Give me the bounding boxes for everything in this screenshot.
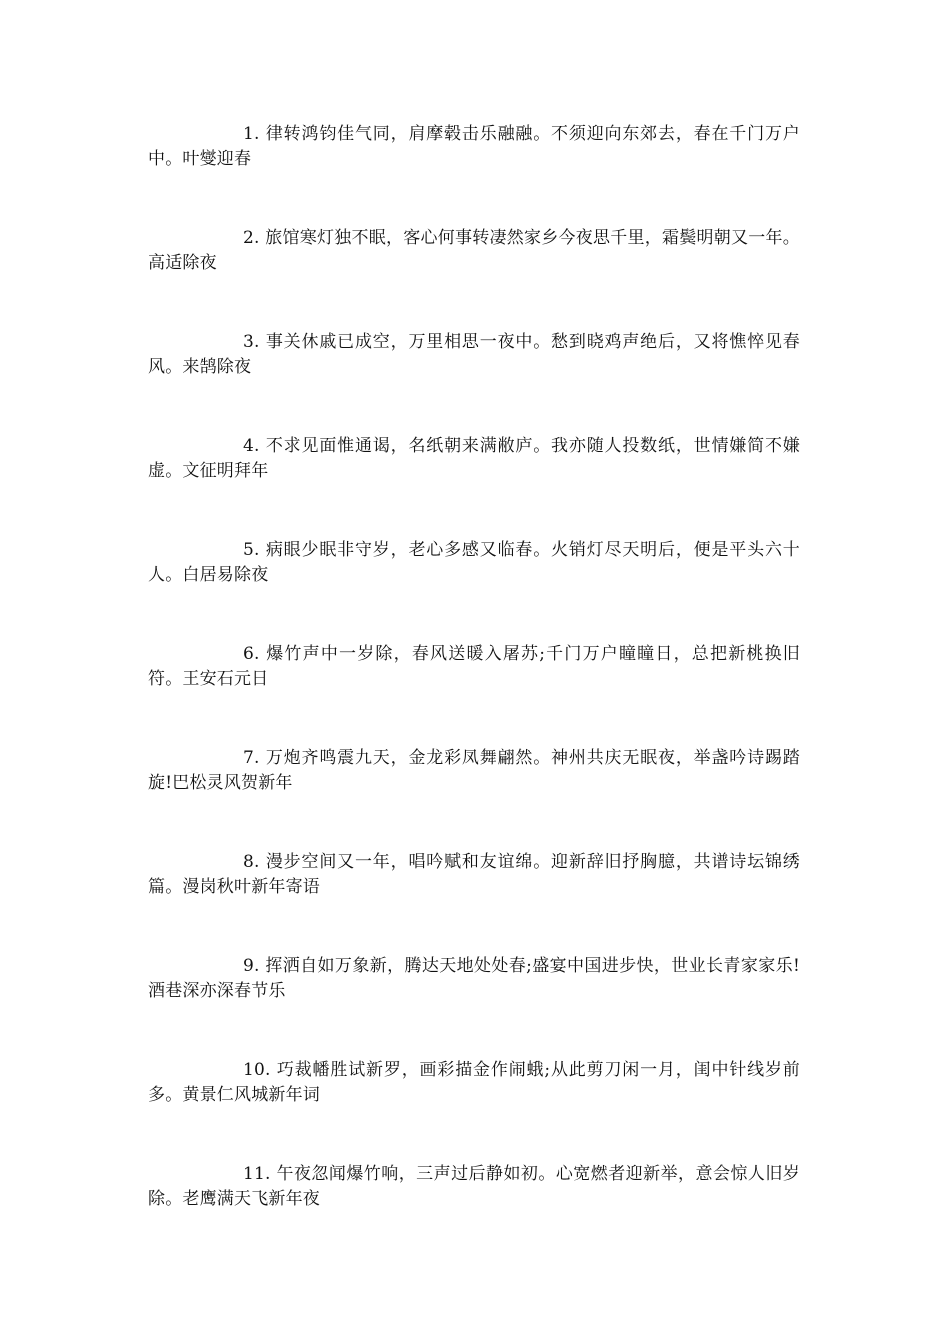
- poem-paragraph-8: 8. 漫步空间又一年，唱吟赋和友谊绵。迎新辞旧抒胸臆，共谱诗坛锦绣篇。漫岗秋叶新年寄语: [148, 852, 800, 897]
- poem-paragraph-4: 4. 不求见面惟通谒，名纸朝来满敝庐。我亦随人投数纸，世情嫌简不嫌虚。文征明拜年: [148, 436, 800, 481]
- poem-paragraph-9: 9. 挥洒自如万象新，腾达天地处处春;盛宴中国进步快，世业长青家家乐!酒巷深亦深春节乐: [148, 956, 800, 1001]
- poem-paragraph-10: 10. 巧裁幡胜试新罗，画彩描金作闹蛾;从此剪刀闲一月，闺中针线岁前多。黄景仁风城新年词: [148, 1060, 800, 1105]
- poem-list: [148, 122, 800, 1266]
- poem-paragraph-2: 2. 旅馆寒灯独不眠，客心何事转凄然家乡今夜思千里，霜鬓明朝又一年。高适除夜: [148, 228, 800, 273]
- poem-paragraph-11: 11. 午夜忽闻爆竹响，三声过后静如初。心宽燃者迎新举，意会惊人旧岁除。老鹰满天飞新年夜: [148, 1164, 800, 1209]
- poem-paragraph-3: 3. 事关休戚已成空，万里相思一夜中。愁到晓鸡声绝后，又将憔悴见春风。来鹄除夜: [148, 332, 800, 377]
- poem-paragraph-1: 1. 律转鸿钧佳气同，肩摩毂击乐融融。不须迎向东郊去，春在千门万户中。叶燮迎春: [148, 124, 800, 169]
- poem-paragraph-7: 7. 万炮齐鸣震九天，金龙彩凤舞翩然。神州共庆无眠夜，举盏吟诗踢踏旋!巴松灵风贺新年: [148, 748, 800, 793]
- poem-paragraph-6: 6. 爆竹声中一岁除，春风送暖入屠苏;千门万户瞳瞳日，总把新桃换旧符。王安石元日: [148, 644, 800, 689]
- poem-paragraph-5: 5. 病眼少眠非守岁，老心多感又临春。火销灯尽天明后，便是平头六十人。白居易除夜: [148, 540, 800, 585]
